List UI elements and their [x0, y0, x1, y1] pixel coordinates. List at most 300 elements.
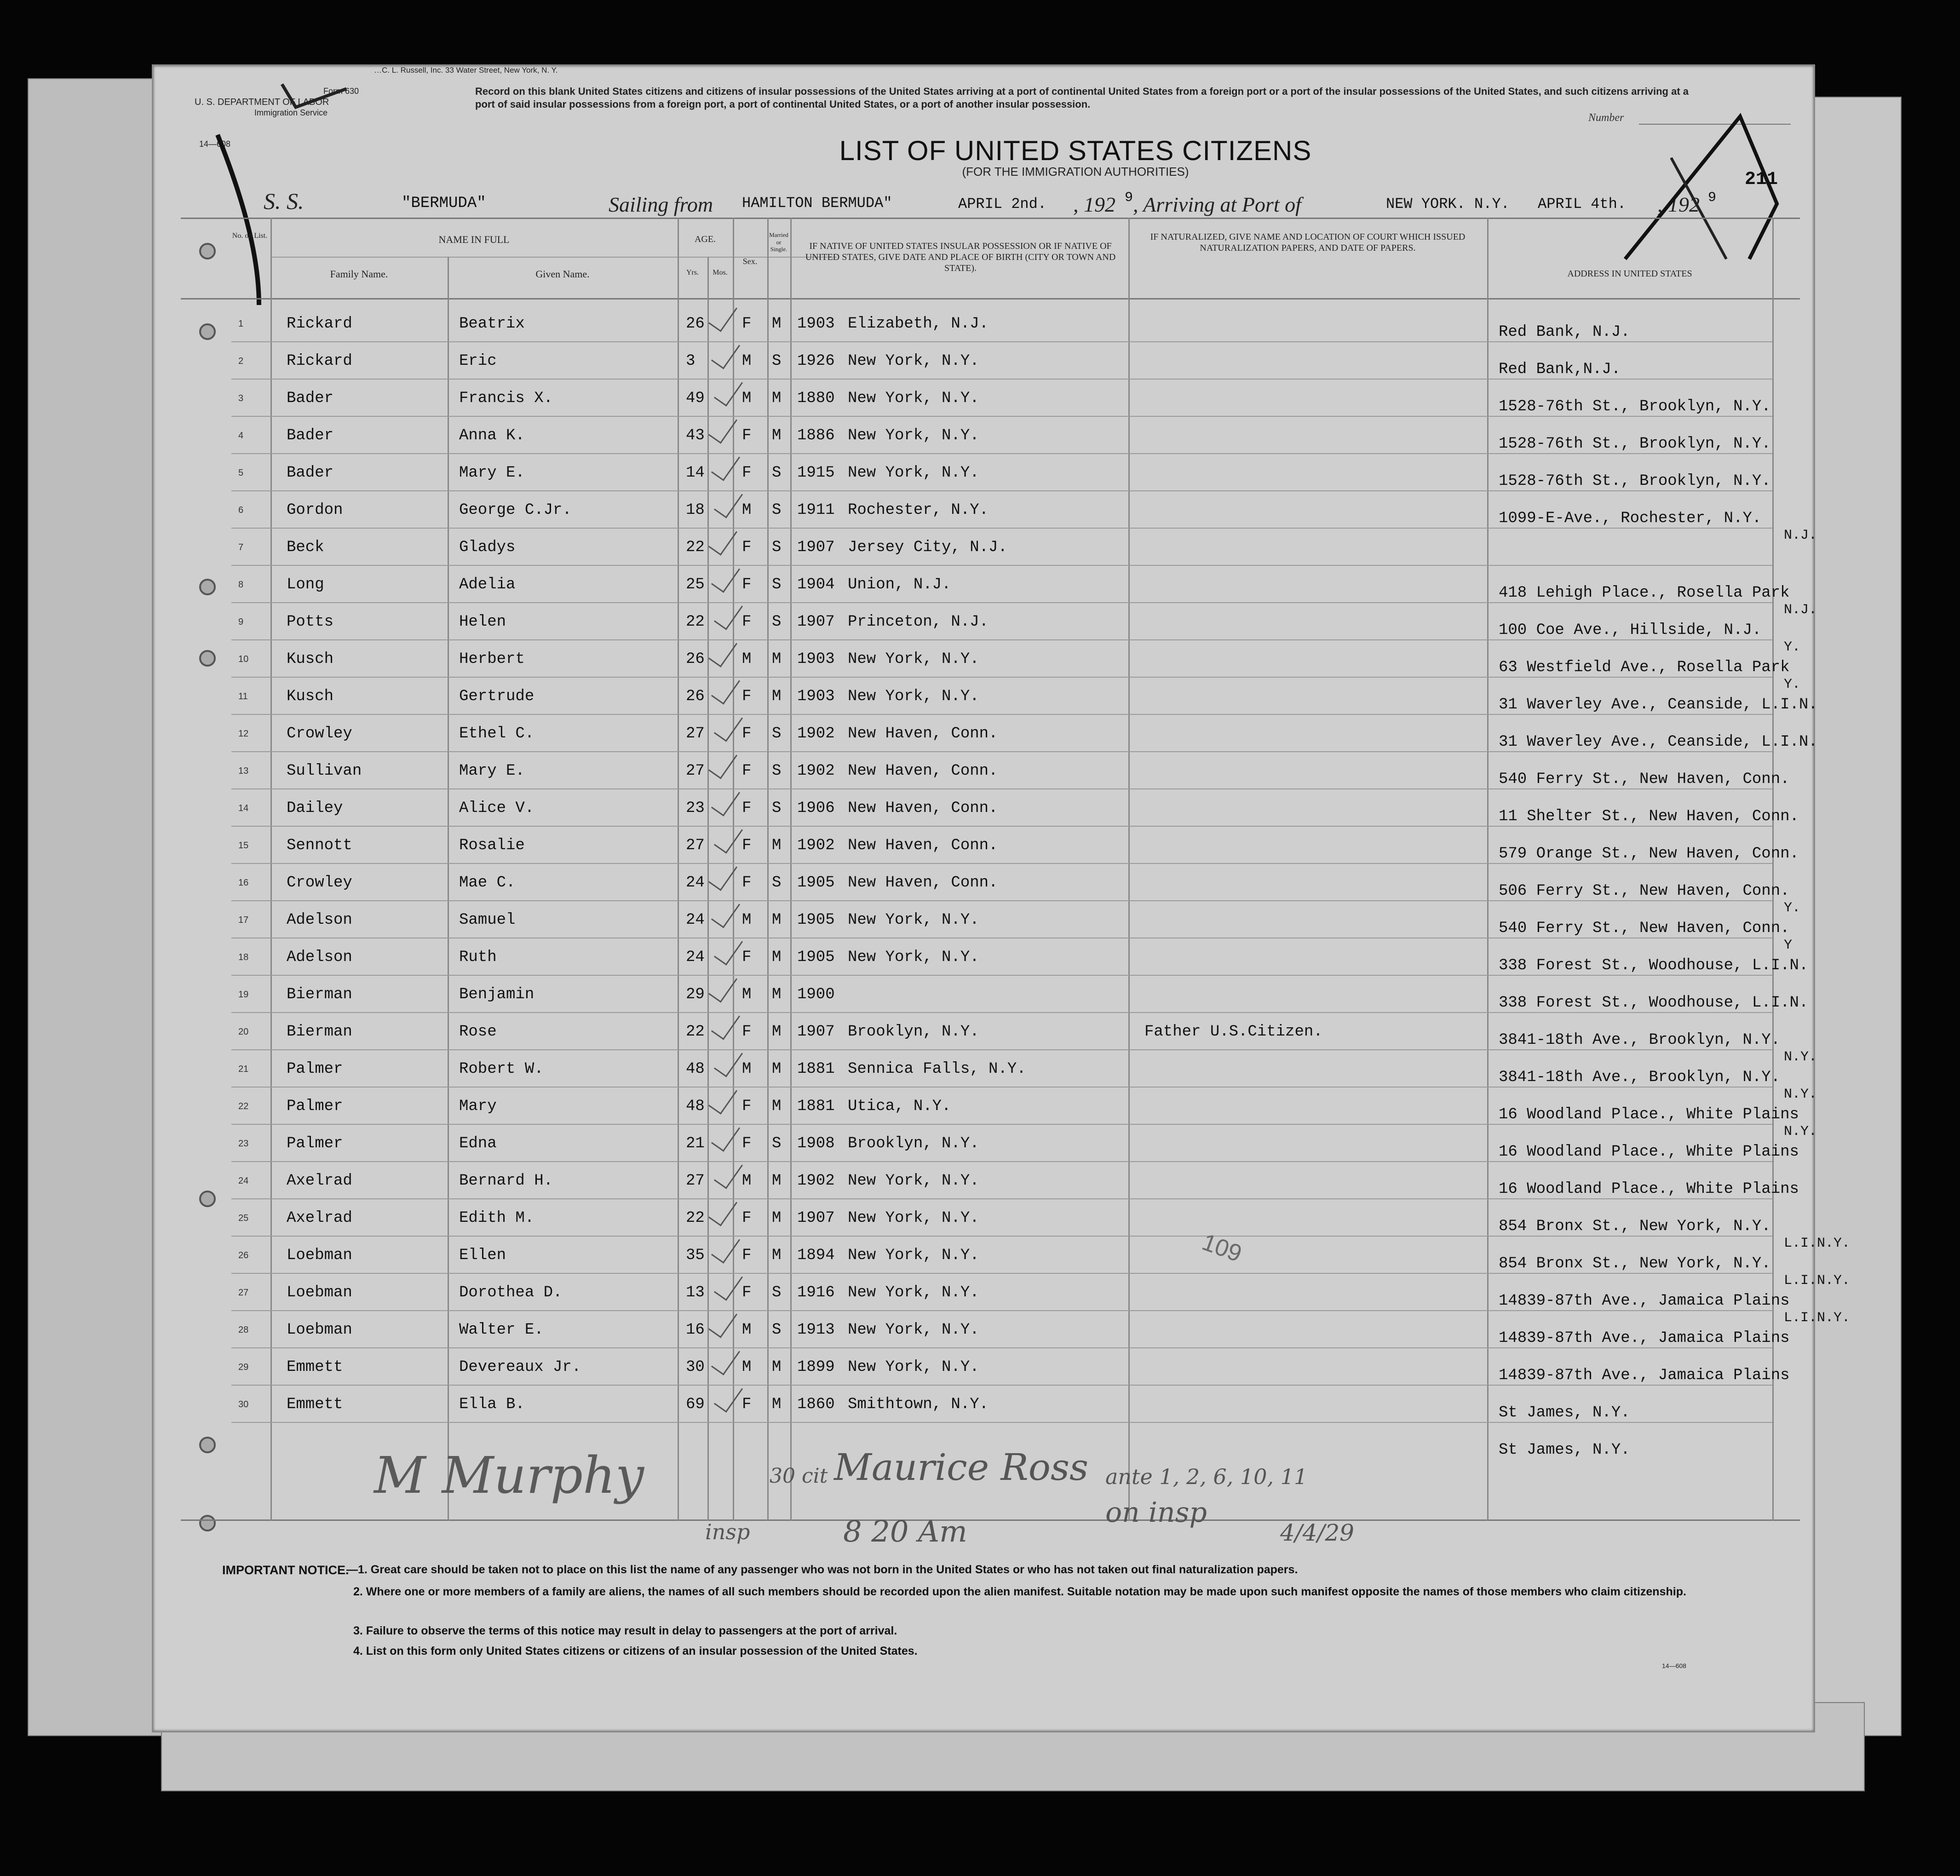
table-row: [153, 491, 1814, 528]
list-number: 10: [238, 654, 249, 664]
family-name: Emmett: [287, 1358, 343, 1376]
age-years: 18: [686, 501, 705, 519]
birth-place: New York, N.Y.: [848, 1321, 979, 1339]
notice-heading: IMPORTANT NOTICE.: [222, 1563, 349, 1577]
birth-place: Utica, N.Y.: [848, 1098, 951, 1115]
sex: F: [742, 1396, 752, 1413]
sex: F: [742, 1023, 752, 1041]
birth-place: New York, N.Y.: [848, 1358, 979, 1376]
marital-status: M: [772, 986, 782, 1003]
header-naturalized: IF NATURALIZED, GIVE NAME AND LOCATION OF COURT WHICH ISSUED NATURALIZATION PAPERS, AND DATE OF PAPERS.: [1150, 232, 1466, 253]
family-name: Bierman: [287, 1023, 352, 1041]
given-name: Gertrude: [459, 688, 535, 705]
given-name: Adelia: [459, 576, 516, 593]
service-label: Immigration Service: [254, 108, 328, 117]
table-row: [153, 1049, 1817, 1087]
address: 31 Waverley Ave., Ceanside, L.I.N.: [1499, 733, 1818, 751]
birth-place: Brooklyn, N.Y.: [848, 1135, 979, 1152]
birth-place: New York, N.Y.: [848, 949, 979, 966]
given-name: Edna: [459, 1135, 497, 1152]
birth-year: 1905: [797, 911, 835, 929]
note-insp: on insp: [1105, 1496, 1207, 1529]
given-name: Rosalie: [459, 837, 525, 854]
sex: F: [742, 725, 752, 742]
address-overflow: Y.: [1784, 639, 1801, 655]
birth-year: 1908: [797, 1135, 835, 1152]
marital-status: M: [772, 315, 782, 333]
address-overflow: L.I.N.Y.: [1784, 1236, 1851, 1251]
birth-place: Jersey City, N.J.: [848, 539, 1007, 556]
address: 338 Forest St., Woodhouse, L.I.N.: [1499, 957, 1809, 974]
birth-place: New York, N.Y.: [848, 464, 979, 482]
family-name: Adelson: [287, 911, 352, 929]
sex: F: [742, 1209, 752, 1227]
birth-place: New Haven, Conn.: [848, 725, 998, 742]
list-number: 14: [238, 803, 249, 813]
list-number: 22: [238, 1101, 249, 1111]
given-name: Beatrix: [459, 315, 525, 333]
table-row: [153, 752, 1814, 789]
header-yrs: Yrs.: [686, 269, 699, 276]
binding-hole: [199, 1437, 216, 1453]
birth-year: 1907: [797, 1209, 835, 1227]
sex: M: [742, 501, 752, 519]
list-number: 13: [238, 766, 249, 776]
sex: M: [742, 1358, 752, 1376]
marital-status: M: [772, 1209, 782, 1227]
instruction-text: Record on this blank United States citizens and citizens of insular possessions of the United States arriving at a port of continental United States from a foreign port or a port of the insular possessions of the United States, and such citizens arriving at a port of said insular possessions from a foreign port, a port of continental United States, or a port of another insular possession.: [475, 86, 1689, 110]
given-name: Rose: [459, 1023, 497, 1041]
table-row: [153, 1199, 1814, 1236]
birth-place: New York, N.Y.: [848, 1247, 979, 1264]
birth-place: New York, N.Y.: [848, 1284, 979, 1301]
marital-status: M: [772, 949, 782, 966]
birth-year: 1902: [797, 1172, 835, 1190]
birth-year: 1913: [797, 1321, 835, 1339]
given-name: Anna K.: [459, 427, 525, 444]
age-years: 26: [686, 650, 705, 668]
address-overflow: L.I.N.Y.: [1784, 1310, 1851, 1326]
table-row: [153, 566, 1814, 603]
list-number: 25: [238, 1213, 249, 1223]
table-row: [153, 901, 1814, 938]
given-name: Bernard H.: [459, 1172, 553, 1190]
age-years: 21: [686, 1135, 705, 1152]
age-years: 43: [686, 427, 705, 444]
marital-status: S: [772, 352, 782, 370]
marital-status: S: [772, 501, 782, 519]
birth-year: 1904: [797, 576, 835, 593]
arrival-date: APRIL 4th.: [1538, 196, 1627, 213]
birth-year: 1907: [797, 539, 835, 556]
family-name: Loebman: [287, 1247, 352, 1264]
given-name: Edith M.: [459, 1209, 535, 1227]
family-name: Adelson: [287, 949, 352, 966]
ship-name: "BERMUDA": [402, 195, 486, 212]
birth-place: New York, N.Y.: [848, 688, 979, 705]
family-name: Palmer: [287, 1135, 343, 1152]
marital-status: S: [772, 576, 782, 593]
address: 1528-76th St., Brooklyn, N.Y.: [1499, 472, 1771, 490]
number-label: Number: [1588, 112, 1624, 124]
address: 14839-87th Ave., Jamaica Plains: [1499, 1367, 1790, 1384]
given-name: Robert W.: [459, 1060, 544, 1078]
birth-place: New Haven, Conn.: [848, 800, 998, 817]
table-row: [153, 1386, 1814, 1422]
table-row: [153, 677, 1818, 714]
birth-place: Sennica Falls, N.Y.: [848, 1060, 1026, 1078]
given-name: Devereaux Jr.: [459, 1358, 581, 1376]
family-name: Beck: [287, 539, 324, 556]
list-number: 24: [238, 1176, 249, 1186]
table-row: [153, 342, 1814, 379]
birth-year: 1886: [797, 427, 835, 444]
header-no-on-list: No. on List.: [232, 232, 268, 240]
list-number: 8: [238, 580, 244, 590]
address: 540 Ferry St., New Haven, Conn.: [1499, 771, 1790, 788]
family-name: Axelrad: [287, 1209, 352, 1227]
last-address: St James, N.Y.: [1499, 1441, 1630, 1459]
marital-status: S: [772, 725, 782, 742]
marital-status: M: [772, 650, 782, 668]
sex: M: [742, 986, 752, 1003]
list-number: 16: [238, 878, 249, 888]
address-overflow: N.J.: [1784, 528, 1817, 543]
marital-status: M: [772, 1098, 782, 1115]
table-row: [153, 528, 1817, 565]
birth-place: New York, N.Y.: [848, 390, 979, 407]
table-row: [153, 1236, 1851, 1273]
birth-year: 1926: [797, 352, 835, 370]
age-years: 24: [686, 949, 705, 966]
marital-status: S: [772, 613, 782, 631]
marital-status: M: [772, 390, 782, 407]
sex: M: [742, 390, 752, 407]
family-name: Crowley: [287, 725, 352, 742]
given-name: Ella B.: [459, 1396, 525, 1413]
table-top-border: [181, 218, 1800, 219]
family-name: Kusch: [287, 688, 334, 705]
marital-status: M: [772, 688, 782, 705]
given-name: Mary E.: [459, 464, 525, 482]
family-name: Sennott: [287, 837, 352, 854]
sex: F: [742, 464, 752, 482]
family-name: Bader: [287, 427, 334, 444]
notice-item-3: 3. Failure to observe the terms of this notice may result in delay to passengers at the port of arrival.: [353, 1624, 897, 1637]
sex: F: [742, 688, 752, 705]
marital-status: S: [772, 800, 782, 817]
given-name: Ellen: [459, 1247, 506, 1264]
table-row: [153, 602, 1817, 640]
sex: F: [742, 837, 752, 854]
binding-hole: [199, 1515, 216, 1531]
table-row: [153, 976, 1814, 1013]
age-years: 22: [686, 539, 705, 556]
sex: F: [742, 1135, 752, 1152]
sex: F: [742, 949, 752, 966]
table-row: [153, 454, 1814, 491]
birth-place: Brooklyn, N.Y.: [848, 1023, 979, 1041]
marital-status: M: [772, 1358, 782, 1376]
stamp-number: 109: [1198, 1228, 1246, 1268]
family-name: Long: [287, 576, 324, 593]
list-number: 1: [238, 319, 244, 329]
address-overflow: Y: [1784, 938, 1793, 953]
given-name: Ethel C.: [459, 725, 535, 742]
birth-year: 1911: [797, 501, 835, 519]
marital-status: S: [772, 464, 782, 482]
family-name: Rickard: [287, 315, 352, 333]
list-number: 26: [238, 1250, 249, 1260]
table-row: [153, 864, 1814, 901]
birth-year: 1907: [797, 613, 835, 631]
birth-place: New York, N.Y.: [848, 650, 979, 668]
given-name: Helen: [459, 613, 506, 631]
address: 1528-76th St., Brooklyn, N.Y.: [1499, 435, 1771, 453]
given-name: Walter E.: [459, 1321, 544, 1339]
address: 31 Waverley Ave., Ceanside, L.I.N.: [1499, 696, 1818, 714]
list-number: 15: [238, 840, 249, 851]
age-years: 48: [686, 1098, 705, 1115]
header-family-name: Family Name.: [330, 268, 388, 280]
form-code-bottom: 14—608: [1662, 1662, 1686, 1669]
department-label: U. S. DEPARTMENT OF LABOR: [195, 97, 329, 107]
given-name: Ruth: [459, 949, 497, 966]
address: 506 Ferry St., New Haven, Conn.: [1499, 882, 1790, 900]
table-row: [153, 1013, 1814, 1050]
family-name: Palmer: [287, 1060, 343, 1078]
age-years: 24: [686, 911, 705, 929]
birth-place: Princeton, N.J.: [848, 613, 989, 631]
header-birth: IF NATIVE OF UNITED STATES INSULAR POSSESSION OR IF NATIVE OF UNITED STATES, GIVE DATE AND PLACE OF BIRTH (CITY OR TOWN AND STATE).: [805, 241, 1116, 273]
table-row: [153, 715, 1818, 752]
age-years: 27: [686, 725, 705, 742]
address: 579 Orange St., New Haven, Conn.: [1499, 845, 1799, 863]
note-time: 8 20 Am: [843, 1515, 967, 1549]
sex: F: [742, 1284, 752, 1301]
sex: M: [742, 1172, 752, 1190]
address-overflow: L.I.N.Y.: [1784, 1273, 1851, 1289]
birth-year: 1906: [797, 800, 835, 817]
age-years: 26: [686, 315, 705, 333]
address: St James, N.Y.: [1499, 1404, 1630, 1421]
address-overflow: N.J.: [1784, 602, 1817, 618]
page-title: LIST OF UNITED STATES CITIZENS: [839, 135, 1312, 166]
table-row: [153, 1087, 1817, 1124]
header-sex: Sex.: [742, 257, 758, 266]
birth-year: 1881: [797, 1060, 835, 1078]
marital-status: M: [772, 1396, 782, 1413]
age-years: 16: [686, 1321, 705, 1339]
address: 854 Bronx St., New York, N.Y.: [1499, 1255, 1771, 1272]
header-given-name: Given Name.: [535, 268, 590, 280]
inspector-signature: M Murphy: [374, 1446, 644, 1505]
birth-year: 1902: [797, 837, 835, 854]
given-name: George C.Jr.: [459, 501, 572, 519]
sex: F: [742, 576, 752, 593]
birth-place: New Haven, Conn.: [848, 762, 998, 780]
birth-place: New Haven, Conn.: [848, 874, 998, 892]
table-row: [153, 1124, 1817, 1162]
table-row: [153, 417, 1814, 454]
table-bottom-border: [181, 1519, 1800, 1521]
list-number: 17: [238, 915, 249, 925]
table-row: [153, 1348, 1814, 1385]
age-years: 24: [686, 874, 705, 892]
marital-status: M: [772, 837, 782, 854]
form-code-top: 14—608: [199, 139, 231, 149]
marital-status: S: [772, 1284, 782, 1301]
naturalization: Father U.S.Citizen.: [1144, 1023, 1323, 1041]
age-years: 69: [686, 1396, 705, 1413]
family-name: Crowley: [287, 874, 352, 892]
notice-item-2: 2. Where one or more members of a family are aliens, the names of all such members should be recorded upon the alien manifest. Suitable notation may be made upon such manifest opposite the names of those members who claim citizenship.: [353, 1585, 1686, 1598]
manifest-sheet: [152, 64, 1851, 1732]
table-row: [153, 1162, 1814, 1199]
address: 338 Forest St., Woodhouse, L.I.N.: [1499, 994, 1809, 1012]
address: 1528-76th St., Brooklyn, N.Y.: [1499, 398, 1771, 415]
list-number: 3: [238, 393, 244, 403]
list-number: 9: [238, 617, 244, 627]
sailing-year-prefix: , 192: [1073, 193, 1115, 216]
given-name: Gladys: [459, 539, 516, 556]
marital-status: S: [772, 1321, 782, 1339]
birth-place: New York, N.Y.: [848, 1209, 979, 1227]
age-years: 23: [686, 800, 705, 817]
family-name: Potts: [287, 613, 334, 631]
address: 16 Woodland Place., White Plains: [1499, 1106, 1799, 1123]
marital-status: M: [772, 1023, 782, 1041]
birth-year: 1915: [797, 464, 835, 482]
header-married-single: Married or Single.: [769, 231, 788, 253]
age-years: 27: [686, 1172, 705, 1190]
arrival-year-prefix: , 192: [1657, 193, 1700, 216]
age-years: 26: [686, 688, 705, 705]
header-bottom-border: [181, 298, 1800, 299]
list-number: 23: [238, 1139, 249, 1149]
birth-year: 1905: [797, 949, 835, 966]
address: 16 Woodland Place., White Plains: [1499, 1143, 1799, 1161]
age-years: 27: [686, 837, 705, 854]
family-name: Sullivan: [287, 762, 362, 780]
marital-status: M: [772, 1247, 782, 1264]
table-row: [153, 938, 1814, 975]
given-name: Mary: [459, 1098, 497, 1115]
list-number: 4: [238, 431, 244, 441]
age-years: 22: [686, 1209, 705, 1227]
notice-item-1: —1. Great care should be taken not to place on this list the name of any passenger who was not born in the United States or who has not taken out final naturalization papers.: [346, 1563, 1298, 1576]
list-number: 12: [238, 729, 249, 739]
table-row: [153, 1310, 1851, 1348]
arriving-label: , Arriving at Port of: [1133, 193, 1301, 216]
ss-label: S. S.: [264, 188, 304, 214]
list-number: 11: [238, 691, 248, 702]
birth-place: Rochester, N.Y.: [848, 501, 989, 519]
birth-place: Union, N.J.: [848, 576, 951, 593]
address: Red Bank,N.J.: [1499, 361, 1621, 378]
printer-line: …C. L. Russell, Inc. 33 Water Street, New York, N. Y.: [374, 66, 558, 75]
marital-status: S: [772, 539, 782, 556]
table-row: [153, 827, 1814, 863]
table-row: [153, 640, 1814, 677]
address-overflow: Y.: [1784, 900, 1801, 916]
address-overflow: N.Y.: [1784, 1087, 1817, 1102]
page-subtitle: (FOR THE IMMIGRATION AUTHORITIES): [962, 165, 1189, 178]
birth-place: New York, N.Y.: [848, 911, 979, 929]
sex: M: [742, 352, 752, 370]
birth-place: Smithtown, N.Y.: [848, 1396, 989, 1413]
sex: M: [742, 911, 752, 929]
address: 11 Shelter St., New Haven, Conn.: [1499, 808, 1799, 825]
birth-place: New York, N.Y.: [848, 1172, 979, 1190]
address: 63 Westfield Ave., Rosella Park: [1499, 659, 1790, 676]
list-number: 30: [238, 1399, 249, 1410]
sex: F: [742, 1247, 752, 1264]
birth-place: New York, N.Y.: [848, 352, 979, 370]
sex: F: [742, 800, 752, 817]
given-name: Mary E.: [459, 762, 525, 780]
age-years: 3: [686, 352, 695, 370]
address: 1099-E-Ave., Rochester, N.Y.: [1499, 510, 1762, 527]
age-years: 13: [686, 1284, 705, 1301]
notice-item-4: 4. List on this form only United States citizens or citizens of an insular possession of the United States.: [353, 1645, 918, 1657]
list-number: 28: [238, 1325, 249, 1335]
sailing-from: HAMILTON BERMUDA": [742, 195, 892, 212]
marital-status: S: [772, 874, 782, 892]
header-address: ADDRESS IN UNITED STATES: [1567, 269, 1692, 279]
birth-year: 1880: [797, 390, 835, 407]
address: Red Bank, N.J.: [1499, 323, 1630, 341]
family-name: Dailey: [287, 800, 343, 817]
list-number: 6: [238, 505, 244, 515]
header-mos: Mos.: [713, 269, 728, 276]
family-name: Bierman: [287, 986, 352, 1003]
list-number: 5: [238, 468, 244, 478]
address-overflow: N.Y.: [1784, 1049, 1817, 1065]
address: 14839-87th Ave., Jamaica Plains: [1499, 1292, 1790, 1310]
header-age: AGE.: [694, 234, 716, 244]
family-name: Gordon: [287, 501, 343, 519]
sex: F: [742, 315, 752, 333]
list-number: 29: [238, 1362, 249, 1372]
sex: M: [742, 650, 752, 668]
family-name: Emmett: [287, 1396, 343, 1413]
list-number: 19: [238, 990, 249, 1000]
marital-status: M: [772, 1172, 782, 1190]
sex: F: [742, 762, 752, 780]
birth-year: 1903: [797, 650, 835, 668]
marital-status: S: [772, 1135, 782, 1152]
address-overflow: N.Y.: [1784, 1124, 1817, 1139]
given-name: Herbert: [459, 650, 525, 668]
sailing-year-digit: 9: [1125, 190, 1133, 206]
sex: F: [742, 874, 752, 892]
birth-year: 1894: [797, 1247, 835, 1264]
address: 418 Lehigh Place., Rosella Park: [1499, 584, 1790, 602]
address: 3841-18th Ave., Brooklyn, N.Y.: [1499, 1031, 1781, 1049]
note-name: Maurice Ross: [834, 1446, 1089, 1489]
birth-year: 1902: [797, 725, 835, 742]
header-name-in-full: NAME IN FULL: [438, 234, 510, 245]
family-name: Loebman: [287, 1321, 352, 1339]
family-name: Palmer: [287, 1098, 343, 1115]
age-years: 30: [686, 1358, 705, 1376]
arrival-year-digit: 9: [1708, 190, 1717, 206]
birth-year: 1900: [797, 986, 835, 1003]
given-name: Eric: [459, 352, 497, 370]
note-initial: insp: [705, 1519, 750, 1544]
birth-year: 1902: [797, 762, 835, 780]
